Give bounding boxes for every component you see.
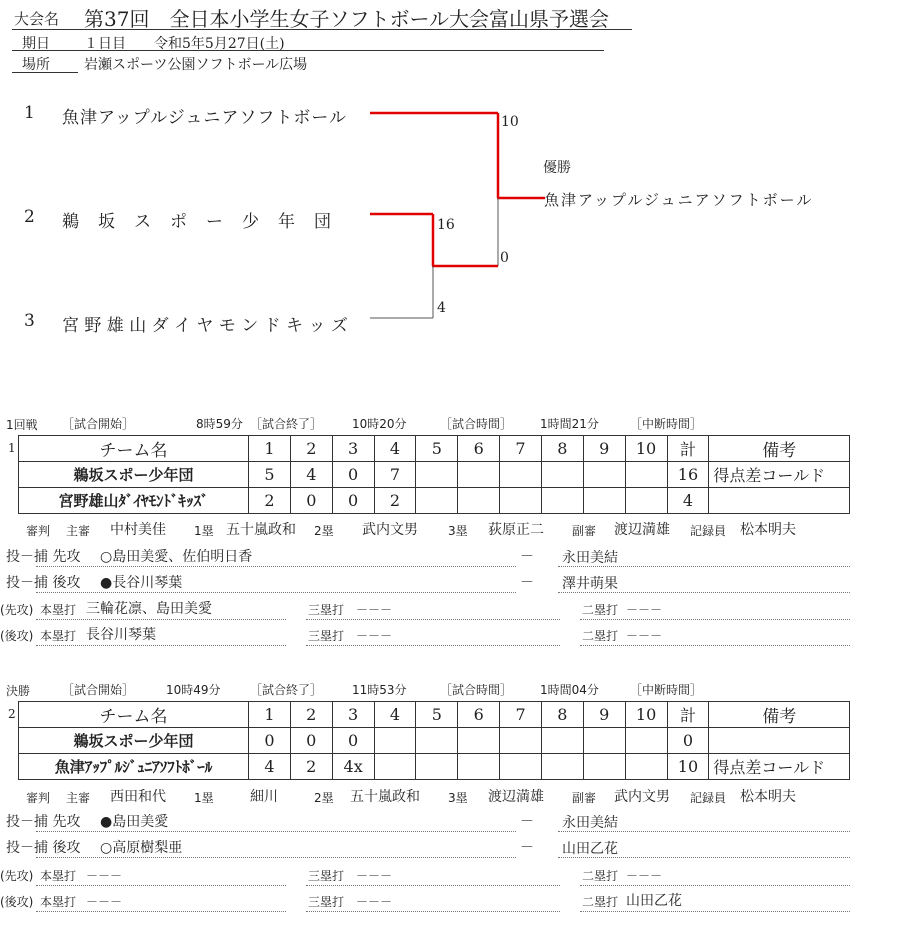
double-value: 山田乙花: [626, 893, 682, 909]
inning-cell: [500, 462, 542, 488]
hits-side: (後攻): [0, 895, 34, 909]
table-row: [19, 754, 850, 780]
divider: [36, 911, 286, 912]
double-value: －－－: [626, 869, 663, 883]
inning-cell: 2: [290, 754, 332, 780]
double-label: 二塁打: [582, 895, 619, 909]
umpire-label: 審判: [26, 524, 51, 538]
total-cell: 0: [667, 728, 709, 754]
divider: [306, 645, 560, 646]
battery-dash: －: [520, 814, 534, 830]
inning-header: 6: [458, 436, 500, 462]
inning-cell: 0: [249, 728, 291, 754]
scoreboard-header-row: [19, 436, 850, 462]
divider: [580, 885, 850, 886]
first-base-umpire-label: 1塁: [194, 524, 214, 538]
inning-header: 7: [500, 436, 542, 462]
divider: [306, 619, 560, 620]
triple-label: 三塁打: [308, 869, 345, 883]
triple-value: －－－: [356, 869, 393, 883]
inning-header: 4: [374, 702, 416, 728]
chief-umpire: 西田和代: [110, 789, 166, 805]
champion-label: 優勝: [543, 160, 571, 176]
game-number: 1: [8, 441, 16, 455]
inning-cell: [500, 728, 542, 754]
inning-cell: 4: [290, 462, 332, 488]
recorder-label: 記録員: [690, 791, 727, 805]
battery-pitcher: ○島田美愛、佐伯明日香: [100, 549, 253, 565]
battery-label: 投－捕 後攻: [6, 575, 81, 591]
homerun-label: 本塁打: [40, 629, 77, 643]
game-round: 1回戦: [6, 418, 38, 432]
divider: [36, 831, 516, 832]
divider: [558, 592, 850, 593]
table-row: [19, 488, 850, 514]
team-cell: 鵜坂スポー少年団: [19, 462, 249, 488]
inning-cell: 2: [249, 488, 291, 514]
sub-umpire-label: 副審: [572, 524, 597, 538]
double-value: －－－: [626, 629, 663, 643]
inning-cell: [583, 728, 625, 754]
inning-header: 3: [332, 702, 374, 728]
divider: [580, 619, 850, 620]
divider: [36, 592, 516, 593]
hits-side: (先攻): [0, 869, 34, 883]
suspend-label: ［中断時間］: [630, 417, 703, 431]
battery-label: 投－捕 先攻: [6, 549, 81, 565]
umpire-label: 審判: [26, 791, 51, 805]
team-cell: 鵜坂スポー少年団: [19, 728, 249, 754]
inning-cell: 4x: [332, 754, 374, 780]
first-base-umpire: 細川: [250, 789, 278, 805]
inning-header: 2: [290, 436, 332, 462]
total-cell: 16: [667, 462, 709, 488]
start-time: 8時59分: [196, 417, 243, 431]
inning-cell: [458, 728, 500, 754]
triple-label: 三塁打: [308, 629, 345, 643]
game-round: 決勝: [6, 684, 31, 698]
inning-cell: 7: [374, 462, 416, 488]
battery-label: 投－捕 先攻: [6, 814, 81, 830]
inning-cell: [416, 754, 458, 780]
scoreboard-header-row: [19, 702, 850, 728]
inning-cell: [583, 754, 625, 780]
inning-cell: [583, 462, 625, 488]
triple-label: 三塁打: [308, 895, 345, 909]
start-time: 10時49分: [166, 683, 221, 697]
third-base-umpire: 荻原正二: [488, 522, 544, 538]
sub-umpire: 武内文男: [614, 789, 670, 805]
double-label: 二塁打: [582, 869, 619, 883]
bracket-lines: [0, 0, 900, 340]
inning-cell: [625, 754, 667, 780]
note-cell: 得点差コールド: [709, 462, 850, 488]
battery-dash: －: [520, 549, 534, 565]
battery-dash: －: [520, 840, 534, 856]
inning-cell: [374, 754, 416, 780]
battery-pitcher: ●長谷川琴葉: [100, 575, 183, 591]
divider: [36, 645, 286, 646]
chief-umpire: 中村美佳: [110, 522, 166, 538]
total-cell: 10: [667, 754, 709, 780]
divider: [558, 566, 850, 567]
inning-cell: [625, 462, 667, 488]
inning-header: 8: [541, 702, 583, 728]
homerun-value: －－－: [86, 869, 123, 883]
bracket-team-1: 魚津アップルジュニアソフトボール: [62, 108, 348, 128]
team-cell: 魚津ｱｯﾌﾟﾙｼﾞｭﾆｱｿﾌﾄﾎﾞｰﾙ: [19, 754, 249, 780]
homerun-value: －－－: [86, 895, 123, 909]
second-base-umpire: 武内文男: [362, 522, 418, 538]
inning-cell: [416, 462, 458, 488]
duration: 1時間04分: [540, 683, 599, 697]
chief-umpire-label: 主審: [66, 791, 91, 805]
inning-cell: [541, 754, 583, 780]
inning-cell: [374, 728, 416, 754]
inning-header: 8: [541, 436, 583, 462]
champion-name: 魚津アップルジュニアソフトボール: [544, 191, 814, 209]
inning-cell: [458, 462, 500, 488]
inning-header: 9: [583, 702, 625, 728]
end-label: ［試合終了］: [250, 417, 323, 431]
end-time: 10時20分: [352, 417, 407, 431]
divider: [558, 857, 850, 858]
inning-cell: [541, 728, 583, 754]
inning-cell: 2: [374, 488, 416, 514]
inning-header: 5: [416, 436, 458, 462]
inning-cell: [458, 754, 500, 780]
divider: [36, 566, 516, 567]
third-base-umpire: 渡辺満雄: [488, 789, 544, 805]
first-base-umpire-label: 1塁: [194, 791, 214, 805]
double-label: 二塁打: [582, 603, 619, 617]
inning-cell: [625, 488, 667, 514]
suspend-label: ［中断時間］: [630, 683, 703, 697]
inning-cell: [416, 488, 458, 514]
score-final-top: 10: [501, 114, 519, 130]
scoreboard-table: [18, 701, 850, 780]
homerun-value: 長谷川琴葉: [86, 627, 156, 643]
date-value: １日目 令和5年5月27日(土): [84, 36, 285, 52]
inning-header: 9: [583, 436, 625, 462]
scoreboard-table: [18, 435, 850, 514]
first-base-umpire: 五十嵐政和: [226, 522, 296, 538]
third-base-umpire-label: 3塁: [448, 791, 468, 805]
inning-header: 6: [458, 702, 500, 728]
venue-label: 場所: [22, 57, 50, 73]
venue-value: 岩瀬スポーツ公園ソフトボール広場: [84, 57, 308, 73]
inning-header: 1: [249, 702, 291, 728]
battery-catcher: 永田美結: [562, 815, 618, 831]
table-row: [19, 728, 850, 754]
end-time: 11時53分: [352, 683, 407, 697]
second-base-umpire: 五十嵐政和: [350, 789, 420, 805]
hits-side: (先攻): [0, 603, 34, 617]
table-row: [19, 462, 850, 488]
recorder: 松本明夫: [740, 789, 796, 805]
bracket-team-3: 宮 野 雄 山 ダ イ ヤ モ ン ド キ ッ ズ: [62, 316, 348, 336]
triple-label: 三塁打: [308, 603, 345, 617]
score-r1-bottom: 4: [437, 300, 446, 316]
total-header: 計: [667, 702, 709, 728]
start-label: ［試合開始］: [62, 683, 135, 697]
divider: [36, 857, 516, 858]
inning-header: 1: [249, 436, 291, 462]
inning-cell: [458, 488, 500, 514]
inning-cell: [583, 488, 625, 514]
triple-value: －－－: [356, 603, 393, 617]
inning-cell: [625, 728, 667, 754]
inning-cell: [416, 728, 458, 754]
homerun-label: 本塁打: [40, 603, 77, 617]
team-header: チーム名: [19, 436, 249, 462]
inning-header: 2: [290, 702, 332, 728]
homerun-label: 本塁打: [40, 895, 77, 909]
note-header: 備考: [709, 436, 850, 462]
third-base-umpire-label: 3塁: [448, 524, 468, 538]
second-base-umpire-label: 2塁: [314, 791, 334, 805]
score-final-bottom: 0: [500, 250, 509, 266]
inning-header: 3: [332, 436, 374, 462]
inning-cell: 0: [332, 462, 374, 488]
inning-cell: [500, 488, 542, 514]
note-header: 備考: [709, 702, 850, 728]
duration: 1時間21分: [540, 417, 599, 431]
team-cell: 宮野雄山ﾀﾞｲﾔﾓﾝﾄﾞｷｯｽﾞ: [19, 488, 249, 514]
inning-header: 7: [500, 702, 542, 728]
end-label: ［試合終了］: [250, 683, 323, 697]
team-header: チーム名: [19, 702, 249, 728]
divider: [306, 885, 560, 886]
tournament-label: 大会名: [14, 10, 60, 28]
duration-label: ［試合時間］: [440, 683, 513, 697]
recorder-label: 記録員: [690, 524, 727, 538]
recorder: 松本明夫: [740, 522, 796, 538]
inning-cell: 0: [290, 488, 332, 514]
inning-cell: 0: [332, 728, 374, 754]
note-cell: 得点差コールド: [709, 754, 850, 780]
double-label: 二塁打: [582, 629, 619, 643]
bracket-seed-3: 3: [24, 311, 37, 331]
divider: [36, 885, 286, 886]
inning-cell: 0: [290, 728, 332, 754]
date-label: 期日: [22, 36, 50, 52]
duration-label: ［試合時間］: [440, 417, 513, 431]
chief-umpire-label: 主審: [66, 524, 91, 538]
hits-side: (後攻): [0, 629, 34, 643]
divider: [580, 645, 850, 646]
battery-catcher: 永田美結: [562, 550, 618, 566]
inning-header: 10: [625, 702, 667, 728]
inning-cell: [541, 462, 583, 488]
battery-catcher: 山田乙花: [562, 841, 618, 857]
triple-value: －－－: [356, 895, 393, 909]
homerun-label: 本塁打: [40, 869, 77, 883]
homerun-value: 三輪花凛、島田美愛: [86, 601, 212, 617]
bracket-seed-2: 2: [24, 207, 37, 227]
inning-cell: 5: [249, 462, 291, 488]
battery-dash: －: [520, 575, 534, 591]
divider: [306, 911, 560, 912]
inning-header: 10: [625, 436, 667, 462]
sub-umpire: 渡辺満雄: [614, 522, 670, 538]
inning-header: 5: [416, 702, 458, 728]
battery-label: 投－捕 後攻: [6, 840, 81, 856]
total-header: 計: [667, 436, 709, 462]
divider: [36, 619, 286, 620]
double-value: －－－: [626, 603, 663, 617]
divider: [558, 831, 850, 832]
score-r1-top: 16: [437, 217, 455, 233]
sub-umpire-label: 副審: [572, 791, 597, 805]
start-label: ［試合開始］: [62, 417, 135, 431]
note-cell: [709, 728, 850, 754]
second-base-umpire-label: 2塁: [314, 524, 334, 538]
battery-catcher: 澤井萌果: [562, 576, 618, 592]
triple-value: －－－: [356, 629, 393, 643]
note-cell: [709, 488, 850, 514]
battery-pitcher: ●島田美愛: [100, 814, 169, 830]
divider: [580, 911, 850, 912]
battery-pitcher: ○高原樹梨亜: [100, 840, 183, 856]
inning-cell: [541, 488, 583, 514]
bracket-team-2: 鵜 坂 ス ポ ー 少 年 団: [62, 212, 332, 232]
inning-header: 4: [374, 436, 416, 462]
inning-cell: 0: [332, 488, 374, 514]
inning-cell: 4: [249, 754, 291, 780]
game-number: 2: [8, 707, 16, 721]
inning-cell: [500, 754, 542, 780]
tournament-name: 第37回 全日本小学生女子ソフトボール大会富山県予選会: [84, 7, 610, 31]
bracket-seed-1: 1: [24, 103, 37, 123]
total-cell: 4: [667, 488, 709, 514]
